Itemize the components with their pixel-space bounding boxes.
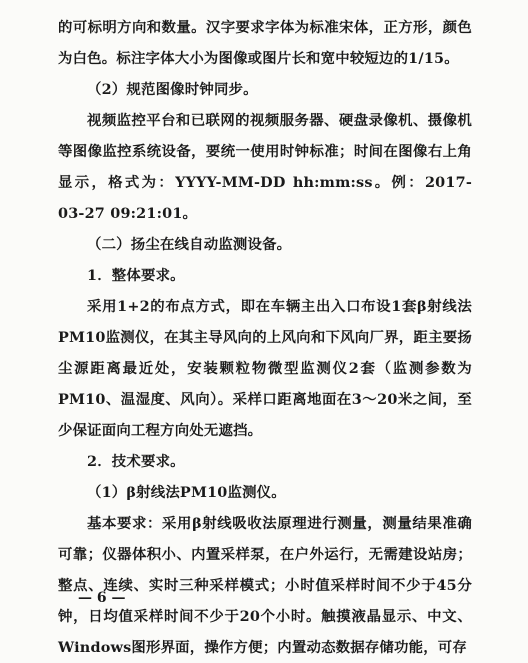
heading-technical-requirements: 2．技术要求。 [87, 453, 185, 470]
heading-beta-ray-monitor: （1）β射线法PM10监测仪。 [87, 484, 286, 501]
heading-clock-sync: （2）规范图像时钟同步。 [87, 81, 258, 98]
paragraph-clock-standard: 视频监控平台和已联网的视频服务器、硬盘录像机、摄像机等图像监控系统设备，要统一使用时钟标准；时间在图像右上角显示，格式为：YYYY-MM-DD hh:mm:ss。例：2017-03-27 09:21:01。 [58, 112, 472, 222]
paragraph-basic-requirements: 基本要求：采用β射线吸收法原理进行测量，测量结果准确可靠；仪器体积小、内置采样泵，在户外运行，无需建设站房；整点、连续、实时三种采样模式；小时值采样时间不少于45分钟，日均值采样时间不少于20个小时。触摸液晶显示、中文、Windows图形界面，操作方便；内置动态数据存储功能，可存 [58, 515, 472, 656]
paragraph-label-spec: 的可标明方向和数量。汉字要求字体为标准宋体，正方形，颜色为白色。标注字体大小为图像或图片长和宽中较短边的1/15。 [58, 19, 472, 67]
page-number: — 6 — [78, 590, 126, 606]
heading-overall-requirements: 1．整体要求。 [87, 267, 185, 284]
paragraph-layout-method: 采用1+2的布点方式，即在车辆主出入口布设1套β射线法PM10监测仪，在其主导风向的上风向和下风向厂界，距主要扬尘源距离最近处，安装颗粒物微型监测仪2套（监测参数为PM10、温湿度、风向）。采样口距离地面在3～20米之间，至少保证面向工程方向处无遮挡。 [58, 298, 472, 439]
heading-dust-monitoring: （二）扬尘在线自动监测设备。 [87, 236, 292, 253]
